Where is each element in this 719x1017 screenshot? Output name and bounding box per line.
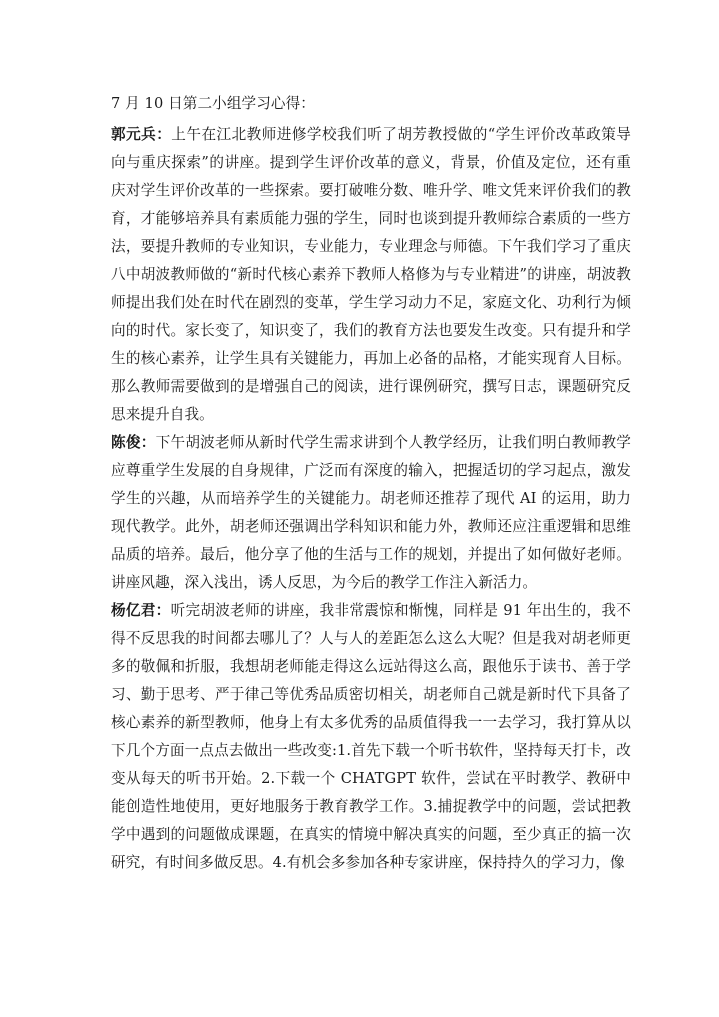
reflection-text: 听完胡波老师的讲座，我非常震惊和惭愧，同样是 91 年出生的，我不得不反思我的时间都去哪儿了？人与人的差距怎么这么大呢？但是我对胡老师更多的敬佩和折服，我想胡老师能走得这么远站得这么高，跟他乐于读书、善于学习、勤于思考、严于律己等优秀品质密切相关，胡老师自己就是新时代下具备了核心素养的新型教师，他身上有太多优秀的品质值得我一一去学习，我打算从以下几个方面一点点去做出一些改变:1.首先下载一个听书软件，坚持每天打卡，改变从每天的听书开始。2.下载一个 CHATGPT 软件，尝试在平时教学、教研中能创造性地使用，更好地服务于教育教学工作。3.捕捉教学中的问题，尝试把教学中遇到的问题做成课题，在真实的情境中解决真实的问题，至少真正的搞一次研究，有时间多做反思。4.有机会多参加各种专家讲座，保持持久的学习力，像: [111, 602, 632, 871]
document-heading: 7 月 10 日第二小组学习心得：: [111, 95, 316, 112]
reflection-paragraph-chen: [111, 429, 631, 597]
speaker-name: 郭元兵：: [111, 126, 172, 143]
document-body: [111, 90, 631, 877]
speaker-name: 陈俊：: [111, 434, 156, 451]
reflection-text: 上午在江北教师进修学校我们听了胡芳教授做的“学生评价改革政策导向与重庆探索”的讲座。提到学生评价改革的意义，背景，价值及定位，还有重庆对学生评价改革的一些探索。要打破唯分数、唯升学、唯文凭来评价我们的教育，才能够培养具有素质能力强的学生，同时也谈到提升教师综合素质的一些方法，要提升教师的专业知识，专业能力，专业理念与师德。下午我们学习了重庆八中胡波教师做的“新时代核心素养下教师人格修为与专业精进”的讲座，胡波教师提出我们处在时代在剧烈的变革，学生学习动力不足，家庭文化、功利行为倾向的时代。家长变了，知识变了，我们的教育方法也要发生改变。只有提升和学生的核心素养，让学生具有关键能力，再加上必备的品格，才能实现育人目标。那么教师需要做到的是增强自己的阅读，进行课例研究，撰写日志，课题研究反思来提升自我。: [111, 126, 631, 423]
speaker-name: 杨亿君：: [111, 602, 171, 619]
reflection-paragraph-guo: [111, 121, 631, 429]
reflection-text: 下午胡波老师从新时代学生需求讲到个人教学经历，让我们明白教师教学应尊重学生发展的自身规律，广泛而有深度的输入，把握适切的学习起点，激发学生的兴趣，从而培养学生的关键能力。胡老师还推荐了现代 AI 的运用，助力现代教学。此外，胡老师还强调出学科知识和能力外，教师还应注重逻辑和思维品质的培养。最后，他分享了他的生活与工作的规划，并提出了如何做好老师。讲座风趣，深入浅出，诱人反思，为今后的教学工作注入新活力。: [111, 434, 631, 591]
reflection-paragraph-yang: [111, 597, 631, 877]
